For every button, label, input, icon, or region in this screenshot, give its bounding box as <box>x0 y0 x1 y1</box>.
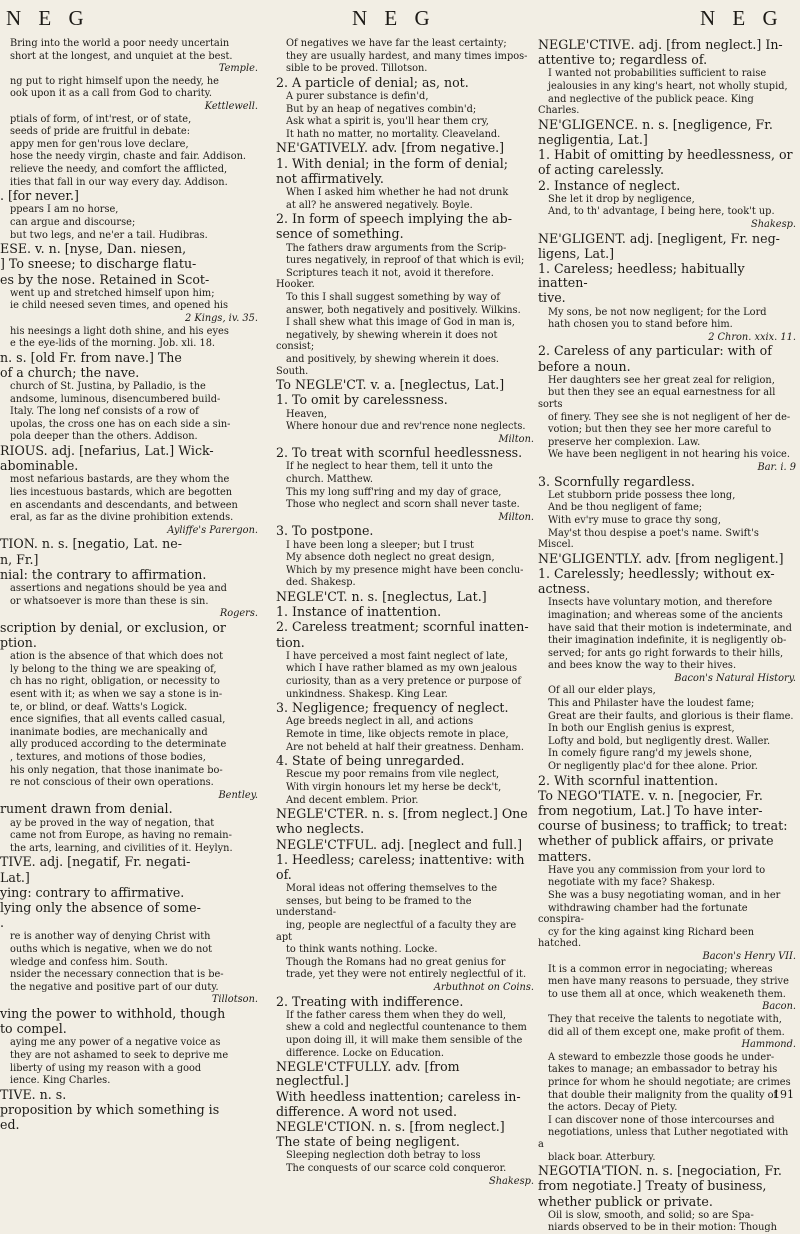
quote-line: Moral ideas not offering themselves to the <box>286 883 498 895</box>
entry-line: rument drawn from denial. <box>0 801 173 817</box>
entry-line: 3. Scornfully regardless. <box>538 473 695 489</box>
quote-line: We have been negligent in not hearing his voice. <box>548 449 790 461</box>
quote-line: The conquests of our scarce cold conqueror. <box>286 1162 507 1174</box>
quote-line: and positively, by shewing wherein it does. South. <box>276 353 499 377</box>
quote-line: can argue and discourse; <box>10 216 136 228</box>
entry-line: scription by denial, or exclusion, or <box>0 619 226 635</box>
quote-line: senses, but being to be framed to the understand- <box>276 895 472 919</box>
quote-line: they are not ashamed to seek to deprive me <box>10 1049 229 1061</box>
quote-line: Where honour due and rev'rence none neglects. <box>286 421 526 433</box>
quote-line: jealousies in any king's heart, not wholly stupid, <box>548 81 788 92</box>
quote-line: seeds of pride are fruitful in debate: <box>10 126 191 138</box>
quote-line: ppears I am no horse, <box>10 204 119 216</box>
header-left: N E G <box>6 6 90 30</box>
quote-line: church of St. Justina, by Palladio, is the <box>10 381 206 393</box>
entry-line: NEGLE'CTION. n. s. [from neglect.] <box>276 1118 505 1134</box>
quote-line: did all of them except one, make profit of them. <box>548 1026 785 1038</box>
entry-line: 1. Carelessly; heedlessly; without ex- <box>538 565 775 581</box>
quote-line: Bring into the world a poor needy uncertain <box>10 38 230 49</box>
quote-line: Of all our elder plays, <box>548 685 656 697</box>
quote-line: at all? he answered negatively. Boyle. <box>286 199 473 211</box>
entry-line: . [for never.] <box>0 188 79 204</box>
quote-line: church. Matthew. <box>286 474 374 486</box>
quote-line: unkindness. Shakesp. King Lear. <box>286 688 448 700</box>
entry-line: 1. Instance of inattention. <box>276 604 442 620</box>
quote-line: Of negatives we have far the least certainty; <box>286 38 507 49</box>
citation-line: Tillotson. <box>211 994 258 1006</box>
entry-line: from negotiate.] Treaty of business, <box>538 1178 767 1194</box>
citation-line: Bentley. <box>218 789 258 801</box>
quote-line: but then they see an equal earnestness for all sorts <box>538 387 776 410</box>
quote-line: Let stubborn pride possess thee long, <box>548 489 736 501</box>
entry-line: TION. n. s. [negatio, Lat. ne- <box>0 536 182 552</box>
quote-line: And be thou negligent of fame; <box>548 502 703 514</box>
quote-line: preserve her complexion. Law. <box>548 436 701 448</box>
entry-line: abominable. <box>0 458 79 474</box>
quote-line: negotiate with my face? Shakesp. <box>548 877 715 889</box>
quote-line: the arts, learning, and civilities of it. Heylyn. <box>10 842 233 854</box>
entry-line: NE'GLIGENT. adj. [negligent, Fr. neg- <box>538 230 780 246</box>
citation-line: Milton. <box>498 433 534 445</box>
entry-line: 2. Instance of neglect. <box>538 177 681 193</box>
quote-line: sible to be proved. Tillotson. <box>286 63 428 75</box>
quote-line: Sleeping neglection doth betray to loss <box>286 1150 481 1162</box>
quote-line: I wanted not probabilities sufficient to raise <box>548 68 767 80</box>
quote-line: ng put to right himself upon the needy, he <box>10 75 219 87</box>
citation-line: Shakesp. <box>488 1175 534 1187</box>
quote-line: votion; but then they see her more careful to <box>548 424 772 436</box>
dictionary-columns <box>0 37 800 1234</box>
quote-line: served; for ants go right forwards to their hills, <box>548 647 784 659</box>
entry-line: 1. Heedless; careless; inattentive: with <box>276 851 525 867</box>
quote-line: I have been long a sleeper; but I trust <box>286 539 474 551</box>
quote-line: went up and stretched himself upon him; <box>10 287 215 299</box>
quote-line: curiosity, than as a very pretence or purpose of <box>286 676 521 688</box>
column-3 <box>538 37 796 1234</box>
entry-line: 2. In form of speech implying the ab- <box>276 211 512 227</box>
quote-line: Oil is slow, smooth, and solid; so are Spa- <box>548 1209 754 1221</box>
entry-line: proposition by which something is <box>0 1101 220 1117</box>
quote-line: In comely figure rang'd my jewels shone, <box>548 748 753 760</box>
quote-line: Her daughters see her great zeal for religion, <box>548 374 775 386</box>
quote-line: black boar. Atterbury. <box>548 1151 656 1163</box>
quote-line: Remote in time, like objects remote in place, <box>286 729 509 741</box>
entry-line: sence of something. <box>276 226 404 242</box>
entry-line: Lat.] <box>0 869 30 885</box>
quote-line: appy men for gen'rous love declare, <box>10 138 189 150</box>
quote-line: negotiations, unless that Luther negotiated with a <box>538 1127 789 1150</box>
quote-line: nsider the necessary connection that is be- <box>10 969 224 981</box>
quote-line: men have many reasons to persuade, they strive <box>548 976 789 988</box>
entry-line: 2. To treat with scornful heedlessness. <box>276 445 523 461</box>
quote-line: ded. Shakesp. <box>286 577 356 589</box>
quote-line: inanimate bodies, are mechanically and <box>10 726 208 738</box>
quote-line: A steward to embezzle those goods he under- <box>548 1051 775 1063</box>
entry-line: NEGLE'CT. n. s. [neglectus, Lat.] <box>276 589 487 605</box>
quote-line: his neesings a light doth shine, and his eyes <box>10 325 229 337</box>
entry-line: to compel. <box>0 1021 67 1037</box>
quote-line: to use them all at once, which weakeneth them. <box>548 988 786 1000</box>
quote-line: they are usually hardest, and many times impos- <box>286 50 528 62</box>
quote-line: relieve the needy, and comfort the afflicted, <box>10 163 228 175</box>
entry-line: 2. Careless treatment; scornful inatten- <box>276 619 529 635</box>
quote-line: Scriptures teach it not, avoid it therefore. Hooker. <box>276 267 494 291</box>
quote-line: ience. King Charles. <box>10 1075 111 1087</box>
quote-line: wledge and confess him. South. <box>10 956 168 968</box>
entry-line: The state of being negligent. <box>276 1134 460 1150</box>
quote-line: When I asked him whether he had not drunk <box>286 186 509 198</box>
entry-line: ving the power to withhold, though <box>0 1005 226 1021</box>
entry-line: course of business; to traffick; to treat: <box>538 818 788 834</box>
quote-line: withdrawing chamber had the fortunate conspira- <box>538 902 748 926</box>
quote-line: ptials of form, of int'rest, or of state, <box>10 113 192 125</box>
quote-line: If the father caress them when they do well, <box>286 1009 506 1021</box>
citation-line: Rogers. <box>219 608 258 620</box>
entry-line: RIOUS. adj. [nefarius, Lat.] Wick- <box>0 443 214 459</box>
quote-line: ence signifies, that all events called casual, <box>10 714 226 726</box>
quote-line: And, to th' advantage, I being here, took't up. <box>548 206 775 218</box>
quote-line: With virgin honours let my herse be deck't, <box>286 782 502 793</box>
quote-line: Though the Romans had no great genius for <box>286 956 506 968</box>
entry-line: n. s. [old Fr. from nave.] The <box>0 349 182 365</box>
header-center: N E G <box>352 6 436 30</box>
quote-line: Heaven, <box>286 408 327 420</box>
quote-line: Lofty and bold, but negligently drest. Waller. <box>548 735 771 747</box>
quote-line: takes to manage; an embassador to betray his <box>548 1064 778 1076</box>
entry-line: before a noun. <box>538 358 631 374</box>
quote-line: My sons, be not now negligent; for the Lord <box>548 306 767 318</box>
quote-line: the negative and positive part of our duty. <box>10 981 219 993</box>
entry-line: ESE. v. n. [nyse, Dan. niesen, <box>0 241 187 257</box>
quote-line: She was a busy negotiating woman, and in her <box>548 890 781 902</box>
citation-line: 2 Kings, iv. 35. <box>185 312 258 324</box>
column-2 <box>276 38 534 1187</box>
quote-line: tures negatively, in reproof of that which is evil; <box>286 255 525 267</box>
quote-line: andsome, luminous, disencumbered build- <box>10 393 221 405</box>
entry-line: . <box>0 915 5 931</box>
citation-line: Ayliffe's Parergon. <box>167 524 258 536</box>
quote-line: ook upon it as a call from God to charity. <box>10 88 212 100</box>
quote-line: or whatsoever is more than these is sin. <box>10 595 209 607</box>
quote-line: short at the longest, and unquiet at the best. <box>10 50 233 62</box>
citation-line: Kettlewell. <box>204 100 258 112</box>
quote-line: their imagination indefinite, it is negligently ob- <box>548 635 787 647</box>
quote-line: lies incestuous bastards, which are begotten <box>10 487 233 499</box>
quote-line: esent with it; as when we say a stone is in- <box>10 689 223 701</box>
quote-line: te, or blind, or deaf. Watts's Logick. <box>10 701 188 713</box>
quote-line: ing, people are neglectful of a faculty they are apt <box>276 919 517 943</box>
citation-line: 2 Chron. xxix. 11. <box>708 331 796 343</box>
quote-line: his only negation, that those inanimate bo- <box>10 764 223 776</box>
quote-line: Ask what a spirit is, you'll hear them cry, <box>286 116 489 128</box>
quote-line: In both our English genius is exprest, <box>548 723 735 735</box>
quote-line: most nefarious bastards, are they whom the <box>10 474 230 486</box>
entry-line: 1. With denial; in the form of denial; <box>276 155 509 171</box>
entry-line: 1. Habit of omitting by heedlessness, or <box>538 147 793 163</box>
quote-line: It hath no matter, no mortality. Cleaveland. <box>286 128 501 140</box>
quote-line: assertions and negations should be yea and <box>10 583 227 595</box>
quote-line: but two legs, and ne'er a tail. Hudibras. <box>10 229 208 241</box>
entry-line: n, Fr.] <box>0 551 39 567</box>
quote-line: A purer substance is defin'd, <box>286 90 429 102</box>
quote-line: hath chosen you to stand before him. <box>548 319 733 331</box>
quote-line: It is a common error in negociating; whereas <box>548 963 773 975</box>
entry-line: NEGLE'CTER. n. s. [from neglect.] One <box>276 806 528 822</box>
entry-line: NEGLE'CTFUL. adj. [neglect and full.] <box>276 836 523 852</box>
entry-line: difference. A word not used. <box>276 1103 457 1119</box>
quote-line: of finery. They see she is not negligent of her de- <box>548 411 791 423</box>
quote-line: the actors. Decay of Piety. <box>548 1102 678 1114</box>
entry-line: 3. To postpone. <box>276 523 374 539</box>
citation-line: Hammond. <box>741 1039 796 1051</box>
quote-line: re not conscious of their own operations. <box>10 777 214 789</box>
quote-line: e the eye-lids of the morning. Job. xli. 18. <box>10 338 216 350</box>
entry-line: To NEGLE'CT. v. a. [neglectus, Lat.] <box>276 377 505 393</box>
quote-line: which I have rather blamed as my own jealous <box>286 663 518 675</box>
entry-line: ligens, Lat.] <box>538 245 614 261</box>
quote-line: eral, as far as the divine prohibition extends. <box>10 512 234 524</box>
page-number: 191 <box>773 1088 794 1101</box>
entry-line: 1. To omit by carelessness. <box>276 392 448 408</box>
quote-line: If he neglect to hear them, tell it unto the <box>286 461 493 473</box>
entry-line: from negotium, Lat.] To have inter- <box>538 803 763 819</box>
entry-line: actness. <box>538 581 591 597</box>
entry-line: of acting carelessly. <box>538 162 664 178</box>
citation-line: Bar. i. 9 <box>757 461 796 473</box>
quote-line: I have perceived a most faint neglect of late, <box>286 650 508 662</box>
quote-line: Rescue my poor remains from vile neglect, <box>286 769 500 781</box>
entry-line: ] To sneese; to discharge flatu- <box>0 256 197 272</box>
quote-line: They that receive the talents to negotiate with, <box>548 1013 782 1025</box>
quote-line: Or negligently plac'd for thee alone. Prior. <box>548 761 758 773</box>
quote-line: prince for whom he should negotiate; are crimes <box>548 1076 791 1088</box>
quote-line: hose the needy virgin, chaste and fair. Addison. <box>10 151 247 163</box>
entry-line: NEGLE'CTFULLY. adv. [from neglectful.] <box>276 1059 460 1089</box>
quote-line: negatively, by shewing wherein it does not consist; <box>276 329 498 353</box>
citation-line: Bacon. <box>762 1001 796 1013</box>
quote-line: niards observed to be in their motion: Though <box>548 1222 777 1234</box>
entry-line: tive. <box>538 290 566 306</box>
quote-line: ie child neesed seven times, and opened his <box>10 300 229 312</box>
entry-line: negligentia, Lat.] <box>538 131 648 147</box>
entry-line: To NEGO'TIATE. v. n. [negocier, Fr. <box>538 787 763 803</box>
entry-line: 2. With scornful inattention. <box>538 772 719 788</box>
quote-line: She let it drop by negligence, <box>548 193 695 205</box>
entry-line: With heedless inattention; careless in- <box>276 1088 521 1104</box>
entry-line: ption. <box>0 635 37 651</box>
quote-line: upon doing ill, it will make them sensible of the <box>286 1034 523 1046</box>
entry-line: 1. Careless; heedless; habitually inatten- <box>538 260 745 291</box>
entry-line: NEGOTIA'TION. n. s. [negociation, Fr. <box>538 1163 782 1179</box>
entry-line: NE'GATIVELY. adv. [from negative.] <box>276 140 505 156</box>
quote-line: Insects have voluntary motion, and therefore <box>548 597 773 609</box>
quote-line: ally produced according to the determinate <box>10 739 227 751</box>
entry-line: attentive to; regardless of. <box>538 52 708 68</box>
entry-line: whether publick or private. <box>538 1193 713 1209</box>
quote-line: liberty of using my reason with a good <box>10 1062 202 1074</box>
quote-line: ch has no right, obligation, or necessity to <box>10 676 220 688</box>
quote-line: Are not beheld at half their greatness. Denham. <box>286 741 524 753</box>
entry-line: 4. State of being unregarded. <box>276 753 465 769</box>
quote-line: Italy. The long nef consists of a row of <box>10 406 199 418</box>
entry-line: ed. <box>0 1117 20 1133</box>
citation-line: Temple. <box>218 63 258 75</box>
entry-line: lying only the absence of some- <box>0 899 201 915</box>
quote-line: and bees know the way to their hives. <box>548 660 737 672</box>
quote-line: With ev'ry muse to grace thy song, <box>548 514 721 526</box>
quote-line: I can discover none of those intercourses and <box>548 1114 775 1126</box>
quote-line: and neglective of the publick peace. King Charles. <box>538 93 754 117</box>
quote-line: Great are their faults, and glorious is their flame. <box>548 710 794 722</box>
quote-line: I shall shew what this image of God in man is, <box>286 317 515 329</box>
citation-line: Bacon's Henry VII. <box>702 951 796 962</box>
entry-line: NEGLE'CTIVE. adj. [from neglect.] In- <box>538 37 783 52</box>
quote-line: have said that their motion is indeterminate, and <box>548 622 792 634</box>
entry-line: NE'GLIGENTLY. adv. [from negligent.] <box>538 550 784 566</box>
quote-line: To this I shall suggest something by way of <box>286 291 501 303</box>
quote-line: came not from Europe, as having no remain- <box>10 830 232 842</box>
quote-line: But by an heap of negatives combin'd; <box>286 103 477 115</box>
quote-line: aying me any power of a negative voice as <box>10 1037 221 1049</box>
running-header <box>0 6 800 32</box>
entry-line: TIVE. adj. [negatif, Fr. negati- <box>0 854 191 870</box>
entry-line: who neglects. <box>276 821 365 837</box>
citation-line: Shakesp. <box>750 218 796 230</box>
quote-line: ities that fall in our way every day. Addison. <box>10 176 228 188</box>
entry-line: 2. A particle of denial; as, not. <box>276 74 469 90</box>
quote-line: trade, yet they were not entirely neglectful of it. <box>286 969 527 981</box>
quote-line: And decent emblem. Prior. <box>286 794 419 806</box>
entry-line: of. <box>276 867 292 882</box>
entry-line: 2. Careless of any particular: with of <box>538 343 772 359</box>
quote-line: ly belong to the thing we are speaking of, <box>10 663 217 675</box>
quote-line: to think wants nothing. Locke. <box>286 944 438 956</box>
quote-line: Age breeds neglect in all, and actions <box>286 716 474 728</box>
entry-line: TIVE. n. s. <box>0 1086 67 1102</box>
entry-line: tion. <box>276 634 305 650</box>
quote-line: This my long suff'ring and my day of grace, <box>286 486 502 498</box>
entry-line: ying: contrary to affirmative. <box>0 884 185 900</box>
citation-line: Arbuthnot on Coins. <box>433 981 534 993</box>
entry-line: es by the nose. Retained in Scot- <box>0 271 210 287</box>
quote-line: re is another way of denying Christ with <box>10 931 211 943</box>
entry-line: nial: the contrary to affirmation. <box>0 566 207 582</box>
citation-line: Milton. <box>498 511 534 523</box>
entry-line: NE'GLIGENCE. n. s. [negligence, Fr. <box>538 116 773 132</box>
quote-line: upolas, the cross one has on each side a sin- <box>10 418 231 430</box>
quote-line: ation is the absence of that which does not <box>10 651 224 663</box>
quote-line: Have you any commission from your lord to <box>548 864 766 876</box>
entry-line: 2. Treating with indifference. <box>276 993 464 1009</box>
citation-line: Bacon's Natural History. <box>674 672 796 684</box>
quote-line: Which by my presence might have been conclu- <box>286 564 524 576</box>
quote-line: pola deeper than the others. Addison. <box>10 431 198 443</box>
quote-line: , textures, and motions of those bodies, <box>10 751 206 763</box>
entry-line: not affirmatively. <box>276 170 384 186</box>
quote-line: that double their malignity from the quality of <box>548 1089 778 1101</box>
quote-line: ouths which is negative, when we do not <box>10 943 213 955</box>
entry-line: whether of publick affairs, or private <box>538 833 774 849</box>
quote-line: shew a cold and neglectful countenance to them <box>286 1022 527 1034</box>
header-right: N E G <box>700 6 784 30</box>
quote-line: The fathers draw arguments from the Scrip- <box>286 242 507 254</box>
quote-line: Those who neglect and scorn shall never taste. <box>286 499 520 511</box>
quote-line: answer, both negatively and positively. Wilkins. <box>286 304 521 316</box>
quote-line: This and Philaster have the loudest fame; <box>548 698 755 710</box>
entry-line: matters. <box>538 848 592 864</box>
quote-line: cy for the king against king Richard been hatched. <box>538 926 755 950</box>
quote-line: imagination; and whereas some of the ancients <box>548 609 783 621</box>
quote-line: My absence doth neglect no great design, <box>286 552 495 564</box>
quote-line: en ascendants and descendants, and between <box>10 499 238 511</box>
entry-line: of a church; the nave. <box>0 364 140 380</box>
quote-line: May'st thou despise a poet's name. Swift's Miscel. <box>538 527 759 551</box>
quote-line: difference. Locke on Education. <box>286 1047 444 1059</box>
quote-line: ay be proved in the way of negation, that <box>10 817 215 829</box>
entry-line: 3. Negligence; frequency of neglect. <box>276 700 509 716</box>
column-1 <box>0 38 258 1133</box>
